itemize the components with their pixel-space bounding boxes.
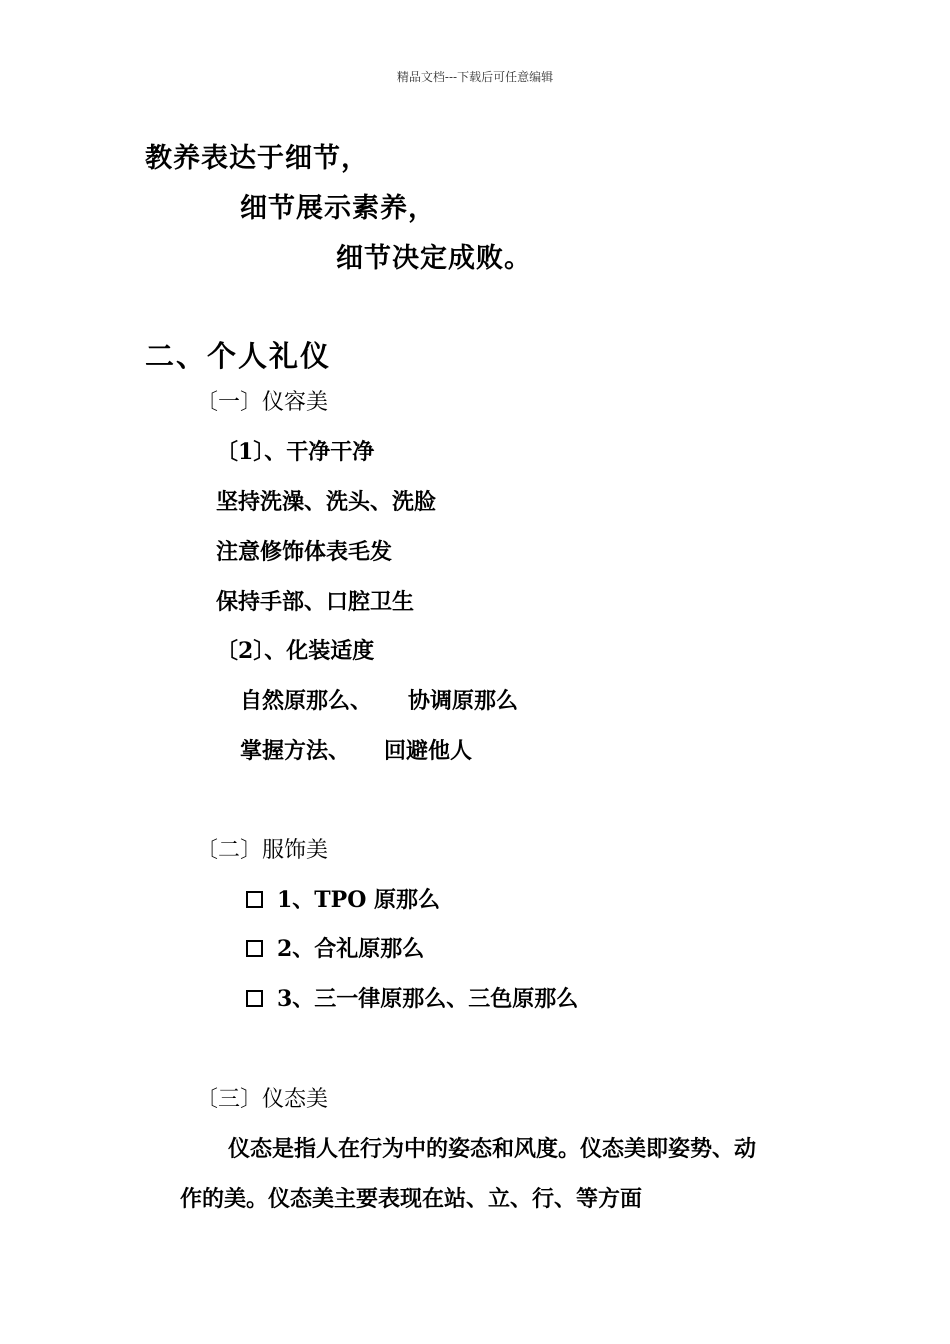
sub1-item: 保持手部、口腔卫生 (216, 589, 415, 615)
part2-list-item (246, 932, 424, 963)
sub2-row2-item1: 掌握方法、 (240, 738, 351, 764)
sub2-row1-item1: 自然原那么、 (240, 688, 373, 714)
motto-line-1: 教养表达于细节， (145, 143, 369, 174)
part2-heading: 〔二〕服饰美 (196, 838, 329, 863)
part2-list-item (246, 982, 578, 1013)
sub2-heading: 〔2〕、化装适度 (216, 638, 375, 664)
part3-paragraph-line-2: 作的美。仪态美主要表现在站、立、行、等方面 (180, 1186, 643, 1212)
page-header: 精品文档---下载后可任意编辑 (396, 70, 554, 84)
motto-line-2: 细节展示素养， (240, 193, 436, 224)
part1-heading: 〔一〕仪容美 (196, 390, 329, 415)
checkbox-bullet-icon (246, 990, 263, 1007)
section-title: 二、个人礼仪 (145, 339, 332, 373)
motto-line-3: 细节决定成败。 (336, 243, 532, 274)
checkbox-bullet-icon (246, 891, 263, 908)
part2-list-item (246, 883, 440, 914)
sub2-row2-item2: 回避他人 (384, 738, 473, 764)
checkbox-bullet-icon (246, 940, 263, 957)
sub2-row1-item2: 协调原那么 (408, 688, 519, 714)
sub1-item: 注意修饰体表毛发 (216, 539, 393, 565)
sub1-item: 坚持洗澡、洗头、洗脸 (216, 489, 437, 515)
part2-item-text: 1、TPO 原那么 (277, 887, 441, 913)
sub1-heading: 〔1〕、干净干净 (216, 439, 375, 465)
part3-heading: 〔三〕仪态美 (196, 1087, 329, 1112)
part2-item-text: 2、合礼原那么 (277, 936, 425, 962)
part2-item-text: 3、三一律原那么、三色原那么 (277, 986, 579, 1012)
part3-paragraph-line-1: 仪态是指人在行为中的姿态和风度。仪态美即姿势、动 (228, 1136, 757, 1162)
